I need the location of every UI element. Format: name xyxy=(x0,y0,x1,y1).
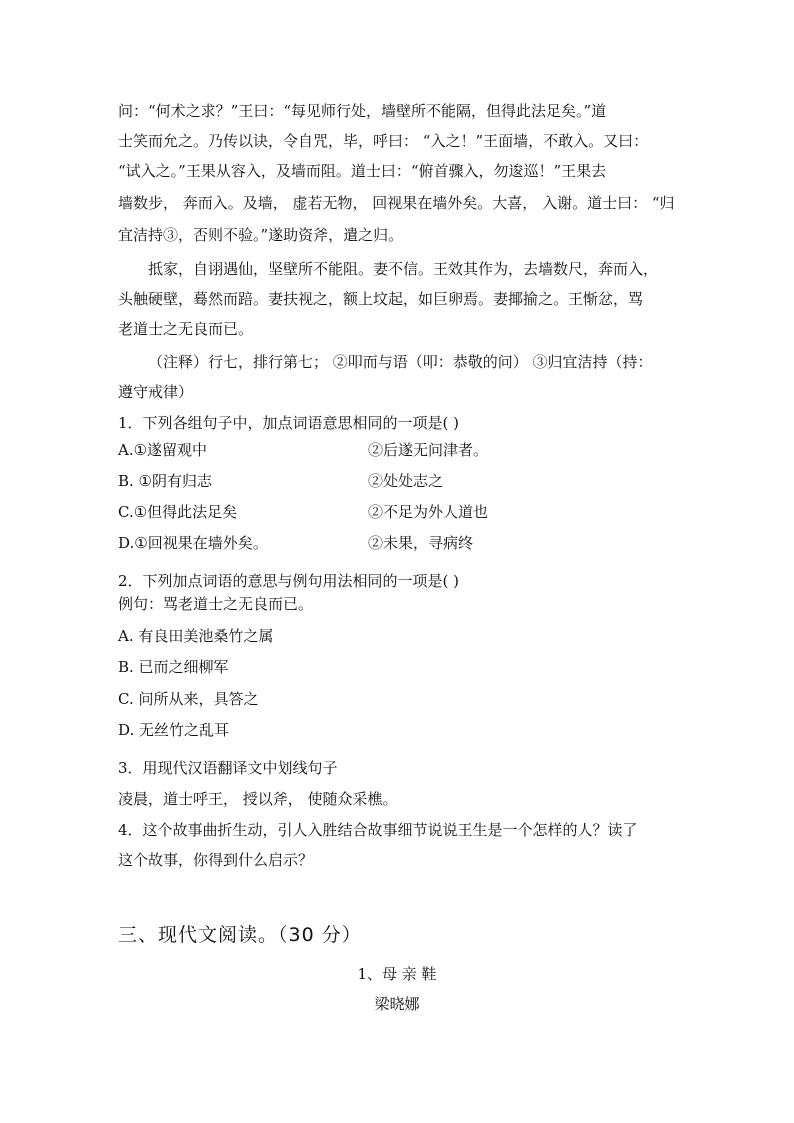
question-2-option: A. 有良田美池桑竹之属 xyxy=(118,627,274,645)
annotation-line: （注释）行七，排行第七； ②叩而与语（叩：恭敬的问） ③归宜洁持（持： xyxy=(148,353,653,371)
question-2-option: C. 问所从来，具答之 xyxy=(118,690,259,708)
option-right: ②未果，寻病终 xyxy=(368,534,474,552)
question-2-stem: 2．下列加点词语的意思与例句用法相同的一项是( ) xyxy=(118,572,460,590)
question-4-line: 这个故事，你得到什么启示？ xyxy=(118,851,314,869)
question-1-stem: 1．下列各组句子中，加点词语意思相同的一项是( ) xyxy=(118,414,460,432)
annotation-line: 遵守戒律） xyxy=(118,383,194,401)
question-4-line: 4．这个故事曲折生动，引人入胜结合故事细节说说王生是一个怎样的人？读了 xyxy=(118,821,638,839)
option-left: A.①遂留观中 xyxy=(118,441,208,459)
passage-paragraph-line: 抵家，自诩遇仙，坚壁所不能阻。妻不信。王效其作为，去墙数尺，奔而入， xyxy=(148,260,659,278)
option-left: D.①回视果在墙外矣。 xyxy=(118,534,268,552)
passage-paragraph-line: 头触硬壁，蓦然而踣。妻扶视之，额上坟起，如巨卵焉。妻揶揄之。王惭忿，骂 xyxy=(118,290,644,308)
option-right: ②不足为外人道也 xyxy=(368,503,489,521)
section-heading: 三、现代文阅读。（30 分） xyxy=(118,924,362,946)
question-3-stem: 3．用现代汉语翻译文中划线句子 xyxy=(118,759,338,777)
question-2-option: D. 无丝竹之乱耳 xyxy=(118,721,230,739)
option-left: C.①但得此法足矣 xyxy=(118,503,238,521)
passage-line: “试入之。”王果从容入，及墙而阻。道士曰：“俯首骤入，勿逡巡！”王果去 xyxy=(118,162,607,180)
passage-line: 士笑而允之。乃传以诀，令自咒，毕，呼曰： “入之！”王面墙，不敢入。又曰： xyxy=(118,132,649,150)
question-2-option: B. 已而之细柳军 xyxy=(118,658,229,676)
passage-paragraph-line: 老道士之无良而已。 xyxy=(118,320,254,338)
option-right: ②处处志之 xyxy=(368,472,444,490)
question-2-example: 例句：骂老道士之无良而已。 xyxy=(118,595,314,613)
question-3-sentence: 凌晨，道士呼王， 授以斧， 使随众采樵。 xyxy=(118,790,398,808)
option-right: ②后遂无问津者。 xyxy=(368,441,489,459)
passage-line: 问：“何术之求？”王曰：“每见师行处，墙壁所不能隔，但得此法足矣。”道 xyxy=(118,102,607,120)
article-title: 1、母 亲 鞋 xyxy=(357,965,437,983)
passage-line: 宜洁持③，否则不验。”遂助资斧，遣之归。 xyxy=(118,226,404,244)
article-author: 梁晓娜 xyxy=(374,995,420,1013)
option-left: B. ①阴有归志 xyxy=(118,472,213,490)
passage-line: 墙数步， 奔而入。及墙， 虚若无物， 回视果在墙外矣。大喜， 入谢。道士曰： “归 xyxy=(118,194,675,212)
